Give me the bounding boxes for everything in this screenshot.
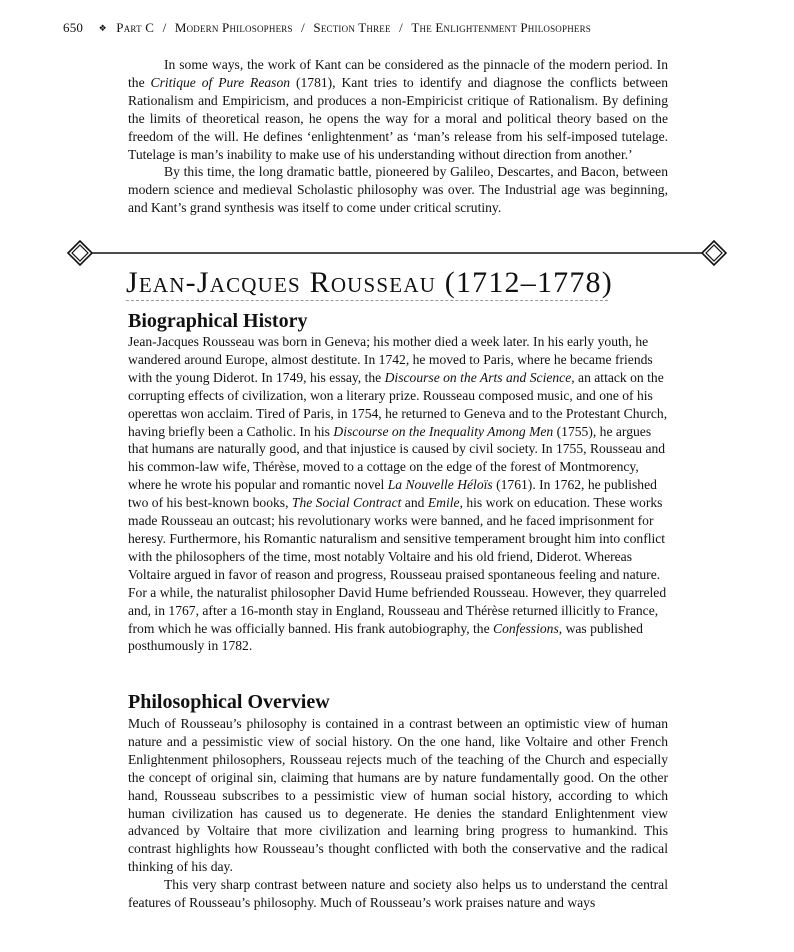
text-run: In some ways, the work of Kant can be considered as the pinnacle of the modern period. In the bbox=[128, 57, 668, 90]
running-head-separator: / bbox=[162, 20, 167, 35]
book-title: La Nouvelle Héloïs bbox=[387, 477, 493, 493]
overview-paragraph: This very sharp contrast between nature and society also helps us to understand the central features of Rousseau’s philosophy. Much of Rousseau’s work praises nature and ways bbox=[128, 877, 668, 911]
intro-text bbox=[128, 56, 668, 217]
diamond-ornament-right-icon bbox=[702, 241, 726, 265]
chapter-title: Jean-Jacques Rousseau (1712–1778) bbox=[126, 266, 613, 299]
book-title: Discourse on the Inequality Among Men bbox=[333, 423, 554, 439]
overview-paragraph: Much of Rousseau’s philosophy is contained in a contrast between an optimistic view of human nature and a pessimistic view of social history. On the one hand, like Voltaire and other French Enlightenment philosophers, Rousseau rejects much of the teaching of the Church and especially the concept of original sin, claiming that humans are by nature fundamentally good. On the other hand, Rousseau subscribes to a pessimistic view of human social history, according to which human civilization has caused us to degenerate. He denies the standard Enlightenment view advanced by Voltaire that more civilization and learning bring progress to humankind. This contrast highlights how Rousseau’s thought conflicted with both the conservative and the radical thinking of his day. bbox=[128, 716, 668, 875]
page-number: 650 bbox=[63, 20, 84, 35]
running-head-part: Part C bbox=[116, 20, 155, 35]
book-title: Critique of Pure Reason bbox=[150, 74, 291, 90]
running-head bbox=[63, 20, 703, 36]
running-head-separator: / bbox=[301, 20, 305, 35]
text-run: and bbox=[401, 495, 428, 511]
text-run: (1755), he argues that humans are naturally good, and that injustice is caused by civil society. In 1755, Rousseau and his common-law wife, Thérèse, moved to a cottage on the edge of the forest of Montmorency, where he wrote his popular and romantic novel bbox=[128, 423, 666, 493]
biography-body bbox=[128, 333, 668, 655]
text-run: (1781), Kant tries to identify and diagnose the conflicts between Rationalism and Empiricism, and produces a non-Empiricist critique of Rationalism. By defining the limits of theoretical reason, he opens the way for a moral and political theory based on the freedom of the will. He defines ‘enlightenment’ as ‘man’s release from his self-imposed tutelage. Tutelage is man’s inability to make use of his understanding without direction from another.’ bbox=[128, 74, 668, 162]
running-head-subtitle: Modern Philosophers bbox=[174, 20, 293, 35]
book-title: Discourse on the Arts and Science bbox=[384, 369, 572, 385]
book-title: Emile bbox=[427, 495, 460, 511]
ornamental-divider bbox=[66, 240, 728, 266]
running-head-section-title: The Enlightenment Philosophers bbox=[411, 20, 592, 35]
biography-paragraph bbox=[128, 333, 668, 655]
book-title: Confessions bbox=[493, 620, 559, 636]
text-run: , was published posthumously in 1782. bbox=[128, 620, 643, 654]
book-title: The Social Contract bbox=[291, 495, 402, 511]
text-run: , an attack on the corrupting effects of civilization, won a literary prize. Rousseau composed music, and one of his operettas won acclaim. Tired of Paris, in 1754, he returned to Geneva and to the Protestant Church, having briefly been a Catholic. In his bbox=[128, 369, 668, 439]
diamond-ornament-left-icon bbox=[68, 241, 92, 265]
text-run: Jean-Jacques Rousseau was born in Geneva; his mother died a week later. In his early youth, he wandered around Europe, almost destitute. In 1742, he moved to Paris, where he became friends with the young Diderot. In 1749, his essay, the bbox=[128, 334, 653, 385]
intro-paragraph: By this time, the long dramatic battle, pioneered by Galileo, Descartes, and Bacon, between modern science and medieval Scholastic philosophy was over. The Industrial age was beginning, and Kant’s grand synthesis was itself to come under critical scrutiny. bbox=[128, 164, 668, 216]
text-run: (1761). In 1762, he published two of his best-known books, bbox=[128, 477, 657, 511]
intro-paragraph bbox=[128, 56, 668, 163]
title-underline bbox=[126, 300, 608, 301]
text-run: , his work on education. These works made Rousseau an outcast; his revolutionary works were banned, and he faced imprisonment for heresy. Furthermore, his Romantic naturalism and sensitive temperament brought him into conflict with the philosophers of the time, most notably Voltaire and his old friend, Diderot. Whereas Voltaire argued in favor of reason and progress, Rousseau praised spontaneous feeling and nature. For a while, the naturalist philosopher David Hume befriended Rousseau. However, they quarreled and, in 1767, after a 16-month stay in England, Rousseau and Thérèse returned illicitly to France, from which he was officially banned. His frank autobiography, the bbox=[128, 495, 667, 636]
running-head-separator: / bbox=[399, 20, 403, 35]
diamond-bullet-icon: ❖ bbox=[98, 23, 107, 33]
section-heading-overview: Philosophical Overview bbox=[128, 691, 330, 713]
section-heading-biography: Biographical History bbox=[128, 310, 308, 332]
overview-body bbox=[128, 715, 668, 912]
running-head-section: Section Three bbox=[313, 20, 391, 35]
